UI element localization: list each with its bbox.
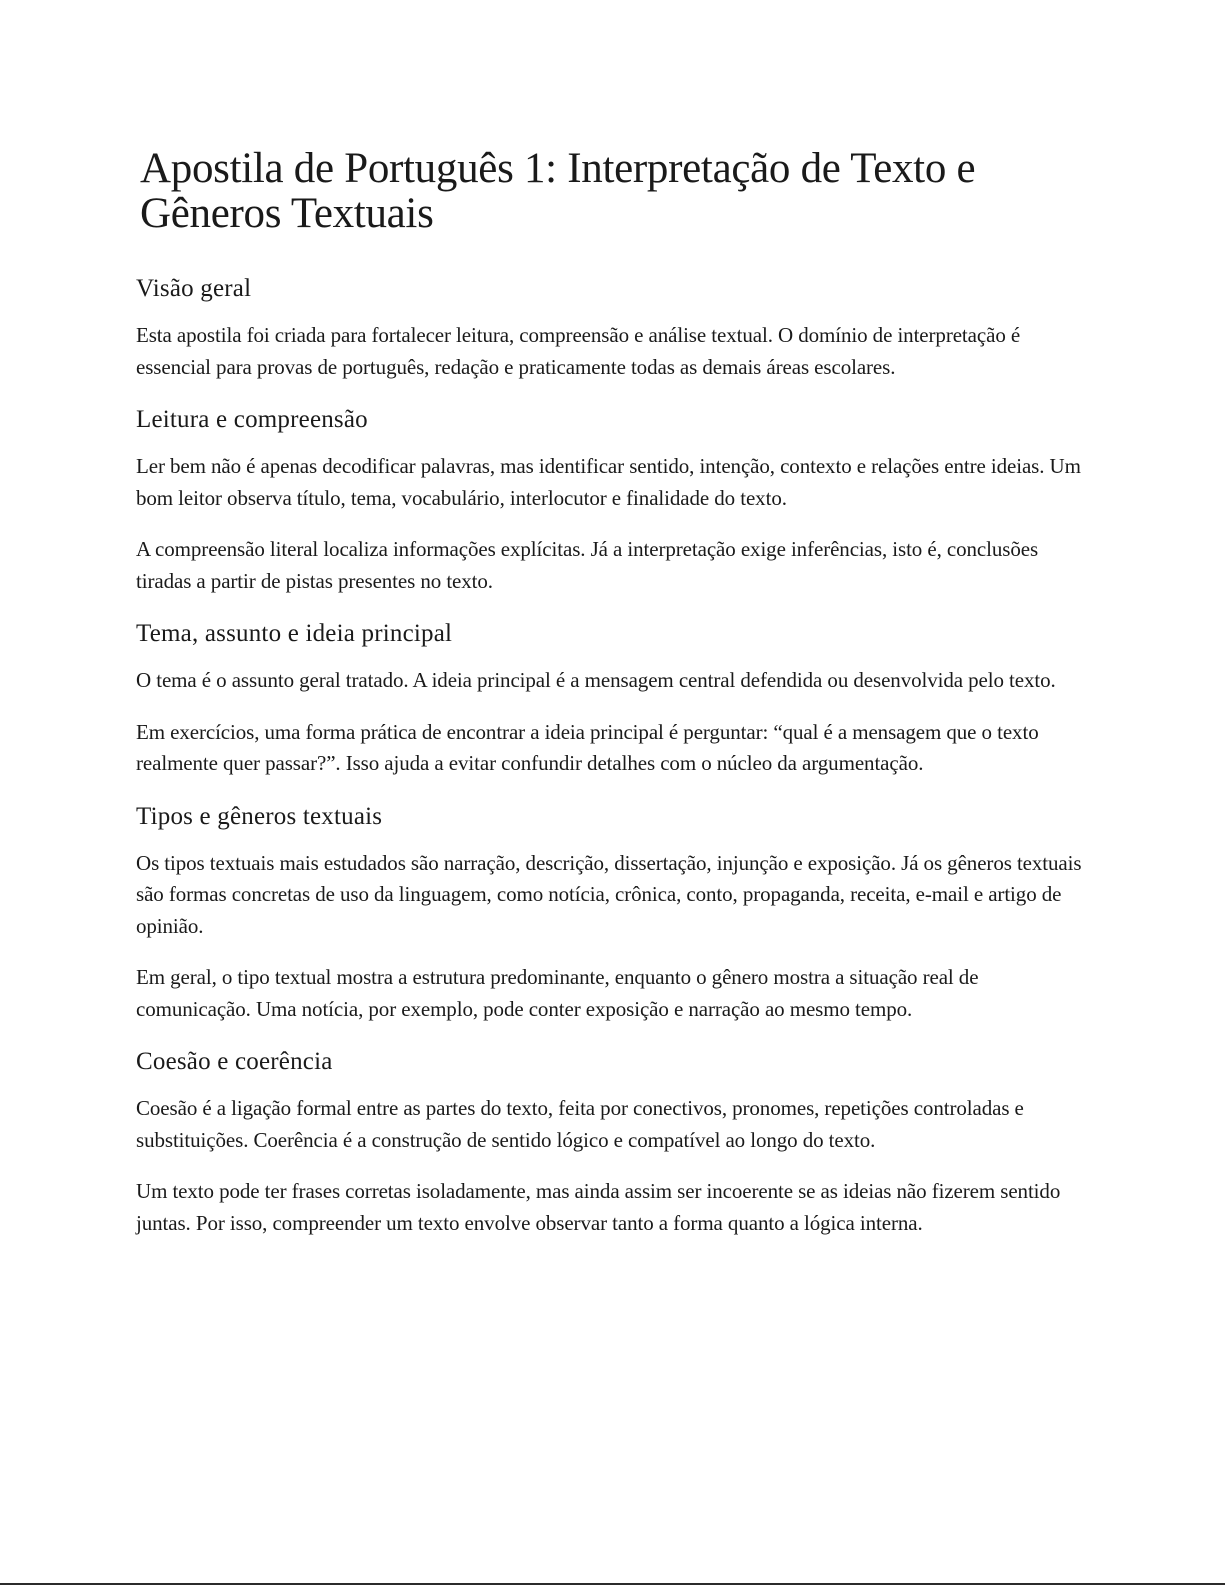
section-heading: Tipos e gêneros textuais (136, 802, 383, 830)
section-visao-geral (136, 274, 1091, 383)
paragraph: Em geral, o tipo textual mostra a estrutura predominante, enquanto o gênero mostra a situação real de comunicação. Uma notícia, por exemplo, pode conter exposição e narração ao mesmo tempo. (136, 965, 979, 1021)
paragraph: Ler bem não é apenas decodificar palavras, mas identificar sentido, intenção, contexto e relações entre ideias. Um bom leitor observa título, tema, vocabulário, interlocutor e finalidade do texto. (136, 454, 1081, 510)
page-title: Apostila de Português 1: Interpretação de Texto e Gêneros Textuais (140, 145, 976, 237)
paragraph: O tema é o assunto geral tratado. A ideia principal é a mensagem central defendida ou desenvolvida pelo texto. (136, 668, 1056, 692)
paragraph: Esta apostila foi criada para fortalecer leitura, compreensão e análise textual. O domínio de interpretação é essencial para provas de português, redação e praticamente todas as demais áreas escolares. (136, 323, 1021, 379)
section-heading: Tema, assunto e ideia principal (136, 620, 453, 647)
section-leitura-compreensao (136, 405, 1091, 597)
section-heading: Visão geral (136, 275, 252, 302)
paragraph: Os tipos textuais mais estudados são narração, descrição, dissertação, injunção e exposição. Já os gêneros textuais são formas concretas de uso da linguagem, como notícia, crônica, conto, propaganda, receita, e-mail e artigo de opinião. (136, 850, 1082, 938)
paragraph: Em exercícios, uma forma prática de encontrar a ideia principal é perguntar: “qual é a mensagem que o texto realmente quer passar?”. Isso ajuda a evitar confundir detalhes com o núcleo da argumentação. (136, 719, 1039, 775)
section-tipos-generos (136, 802, 1091, 1026)
paragraph: Um texto pode ter frases corretas isoladamente, mas ainda assim ser incoerente se as ideias não fizerem sentido juntas. Por isso, compreender um texto envolve observar tanto a forma quanto a lógica interna. (136, 1179, 1061, 1235)
paragraph: A compreensão literal localiza informações explícitas. Já a interpretação exige inferências, isto é, conclusões tiradas a partir de pistas presentes no texto. (136, 537, 1039, 593)
section-heading: Coesão e coerência (136, 1048, 333, 1075)
section-heading: Leitura e compreensão (136, 406, 368, 433)
document-page (136, 146, 1091, 1259)
section-tema-ideia-principal (136, 619, 1091, 780)
paragraph: Coesão é a ligação formal entre as partes do texto, feita por conectivos, pronomes, repetições controladas e substituições. Coerência é a construção de sentido lógico e compatível ao longo do texto. (136, 1096, 1024, 1152)
section-coesao-coerencia (136, 1047, 1091, 1239)
